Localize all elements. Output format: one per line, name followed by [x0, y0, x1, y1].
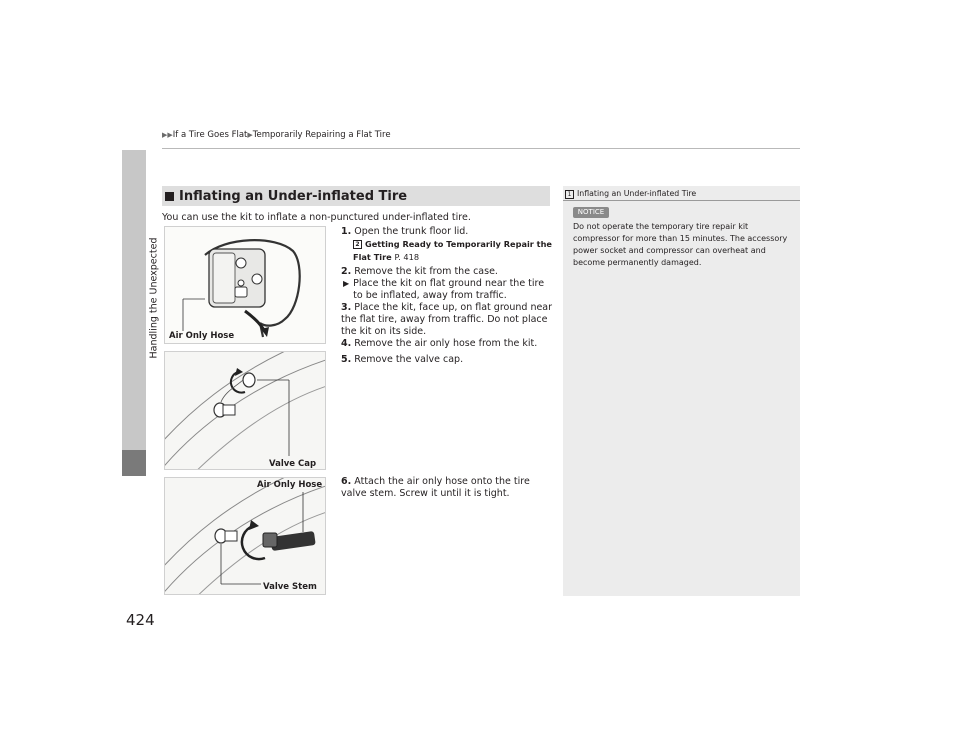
step-number: 4.	[341, 338, 352, 349]
header-rule	[162, 148, 800, 149]
step-1	[341, 226, 553, 238]
step-number: 6.	[341, 476, 352, 487]
hose-attach-illustration	[164, 477, 326, 595]
note-icon: 1	[565, 190, 574, 199]
step-6	[341, 476, 553, 500]
valve-stem-label: Valve Stem	[263, 582, 317, 592]
note-body: Do not operate the temporary tire repair kit compressor for more than 15 minutes. The accessory power socket and compressor can overheat and become permanently damaged.	[573, 222, 788, 267]
section-heading	[162, 186, 550, 206]
chapter-tab-label: Handling the Unexpected	[148, 237, 160, 359]
step-2	[341, 266, 553, 302]
step-text: Place the kit, face up, on flat ground near the flat tire, away from traffic. Do not place the kit on its side.	[341, 302, 553, 337]
reference-page: P. 418	[394, 252, 420, 262]
step-number: 5.	[341, 354, 352, 365]
section-title: Inflating an Under-inflated Tire	[179, 188, 408, 204]
kit-illustration	[164, 226, 326, 344]
step-number: 2.	[341, 266, 352, 277]
reference-title[interactable]: Getting Ready to Temporarily Repair the Flat Tire	[353, 239, 552, 262]
step-subtext: Place the kit on flat ground near the tire to be inflated, away from traffic.	[353, 278, 545, 301]
valve-cap-label: Valve Cap	[269, 459, 317, 469]
air-only-hose-label-2: Air Only Hose	[257, 480, 323, 490]
square-bullet-icon	[165, 192, 174, 201]
step-text: Open the trunk floor lid.	[354, 226, 469, 237]
cross-reference-icon: 2	[353, 240, 362, 249]
chevron-right-icon: ▶▶	[162, 131, 173, 139]
note-rule	[563, 200, 800, 201]
air-only-hose-label: Air Only Hose	[169, 331, 235, 341]
repair-kit-drawing	[165, 227, 326, 344]
breadcrumb	[162, 130, 391, 140]
page-number: 424	[126, 611, 155, 629]
chevron-right-icon: ▶	[247, 131, 253, 139]
step-5	[341, 354, 553, 366]
step-text: Remove the valve cap.	[354, 354, 464, 365]
breadcrumb-item-repair[interactable]: Temporarily Repairing a Flat Tire	[252, 130, 391, 140]
step-number: 3.	[341, 302, 352, 313]
hose-valve-drawing	[165, 478, 326, 595]
tire-valve-drawing	[165, 352, 326, 470]
step-4	[341, 338, 553, 350]
chapter-tab-marker	[122, 450, 146, 476]
step-number: 1.	[341, 226, 352, 237]
step-3	[341, 302, 553, 338]
step-1-reference[interactable]	[341, 238, 553, 264]
notice-badge: NOTICE	[573, 207, 609, 218]
step-text: Remove the kit from the case.	[354, 266, 498, 277]
section-intro: You can use the kit to inflate a non-punctured under-inflated tire.	[162, 212, 471, 223]
chapter-tab	[122, 150, 146, 476]
note-title: 1 Inflating an Under-inflated Tire	[565, 189, 696, 199]
step-text: Remove the air only hose from the kit.	[354, 338, 538, 349]
valve-cap-illustration	[164, 351, 326, 470]
step-text: Attach the air only hose onto the tire valve stem. Screw it until it is tight.	[341, 476, 530, 499]
breadcrumb-item-flat[interactable]: If a Tire Goes Flat	[172, 130, 248, 140]
arrow-bullet-icon: ▶	[343, 279, 350, 288]
